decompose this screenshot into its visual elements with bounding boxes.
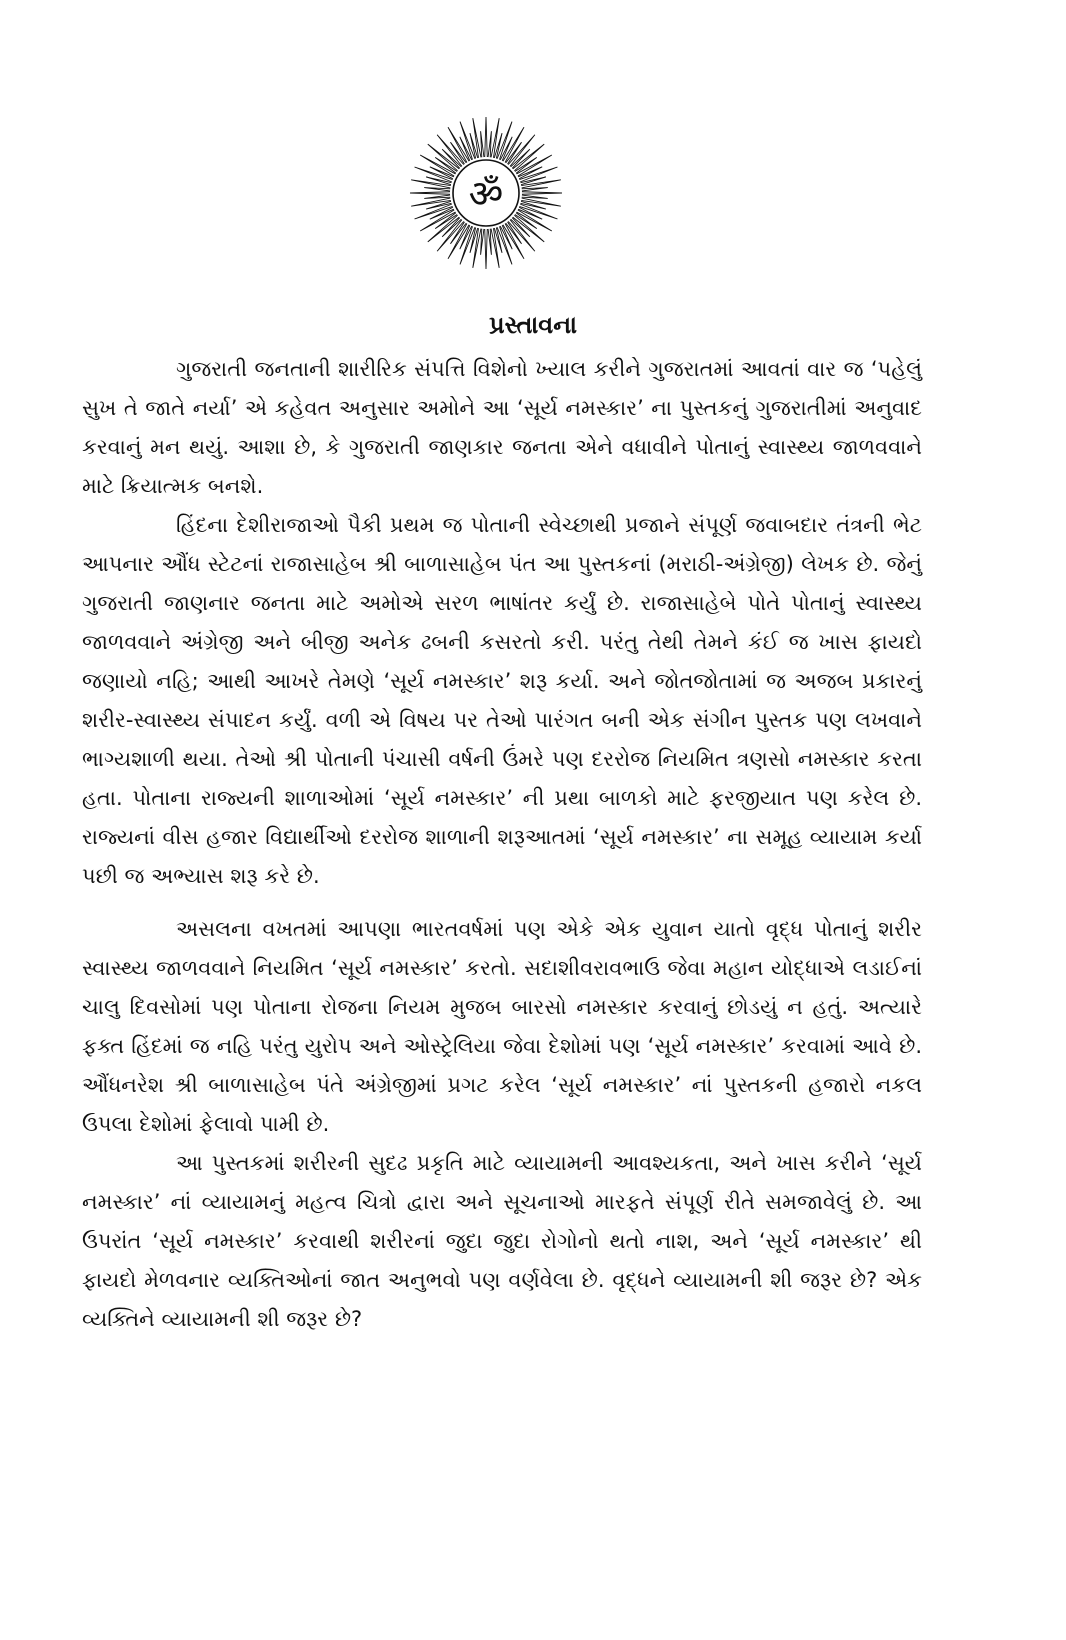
paragraph-4: આ પુસ્તકમાં શરીરની સુદઢ પ્રકૃતિ માટે વ્યાયામની આવશ્યકતા, અને ખાસ કરીને ‘સૂર્ય નમસ્કાર’ નાં વ્યાયામનું મહત્વ ચિત્રો દ્વારા અને સૂચનાઓ મારફતે સંપૂર્ણ રીતે સમજાવેલું છે. આ ઉપરાંત ‘સૂર્ય નમસ્કાર’ કરવાથી શરીરનાં જુદા જુદા રોગોનો થતો નાશ, અને ‘સૂર્ય નમસ્કાર’ થી ફાયદો મેળવનાર વ્યક્તિઓનાં જાત અનુભવો પણ વર્ણવેલા છે. વૃદ્ધને વ્યાયામની શી જરૂર છે? એક વ્યક્તિને વ્યાયામની શી જરૂર છે? [82,1151,922,1331]
paragraph-1: ગુજરાતી જનતાની શારીરિક સંપત્તિ વિશેનો ખ્યાલ કરીને ગુજરાતમાં આવતાં વાર જ ‘પહેલું સુખ તે જાતે નર્યા’ એ કહેવત અનુસાર અમોને આ ‘સૂર્ય નમસ્કાર’ ના પુસ્તકનું ગુજરાતીમાં અનુવાદ કરવાનું મન થયું. આશા છે, કે ગુજરાતી જાણકાર જનતા એને વધાવીને પોતાનું સ્વાસ્થ્ય જાળવવાને માટે ક્રિયાત્મક બનશે. [82,357,922,498]
sun-ray [481,229,484,255]
sun-ray [424,188,450,191]
sun-ray [522,192,562,195]
sun-ray [485,229,488,269]
sun-ray [424,195,450,198]
sun-ray [488,229,491,255]
om-sunburst-icon [408,115,564,271]
sun-ray [488,131,491,157]
sun-ray [481,131,484,157]
sun-ray [522,195,548,198]
sunburst-graphic [408,115,564,271]
sun-ray [485,117,488,157]
sun-ray [410,192,450,195]
sun-ray [522,188,548,191]
preface-body [82,350,922,1339]
om-symbol: ॐ [468,172,504,216]
paragraph-2: હિંદના દેશીરાજાઓ પૈકી પ્રથમ જ પોતાની સ્વેચ્છાથી પ્રજાને સંપૂર્ણ જવાબદાર તંત્રની ભેટ આપનાર ઔંધ સ્ટેટનાં રાજાસાહેબ શ્રી બાળાસાહેબ પંત આ પુસ્તકનાં (મરાઠી-અંગ્રેજી) લેખક છે. જેનું ગુજરાતી જાણનાર જનતા માટે અમોએ સરળ ભાષાંતર કર્યું છે. રાજાસાહેબે પોતે પોતાનું સ્વાસ્થ્ય જાળવવાને અંગ્રેજી અને બીજી અનેક ઢબની કસરતો કરી. પરંતુ તેથી તેમને કંઈ જ ખાસ ફાયદો જણાયો નહિ; આથી આખરે તેમણે ‘સૂર્ય નમસ્કાર’ શરૂ કર્યા. અને જોતજોતામાં જ અજબ પ્રકારનું શરીર-સ્વાસ્થ્ય સંપાદન કર્યું. વળી એ વિષય પર તેઓ પારંગત બની એક સંગીન પુસ્તક પણ લખવાને ભાગ્યશાળી થયા. તેઓ શ્રી પોતાની પંચાસી વર્ષની ઉંમરે પણ દરરોજ નિયમિત ત્રણસો નમસ્કાર કરતા હતા. પોતાના રાજ્યની શાળાઓમાં ‘સૂર્ય નમસ્કાર’ ની પ્રથા બાળકો માટે ફરજીયાત પણ કરેલ છે. રાજ્યનાં વીસ હજાર વિદ્યાર્થીઓ દરરોજ શાળાની શરૂઆતમાં ‘સૂર્ય નમસ્કાર’ ના સમૂહ વ્યાયામ કર્યા પછી જ અભ્યાસ શરૂ કરે છે. [82,513,922,888]
page-title: પ્રસ્તાવના [489,311,577,339]
paragraph-3: અસલના વખતમાં આપણા ભારતવર્ષમાં પણ એકે એક યુવાન યાતો વૃદ્ધ પોતાનું શરીર સ્વાસ્થ્ય જાળવવાને નિયમિત ‘સૂર્ય નમસ્કાર’ કરતો. સદાશીવરાવભાઉ જેવા મહાન યોદ્ધાએ લડાઈનાં ચાલુ દિવસોમાં પણ પોતાના રોજના નિયમ મુજબ બારસો નમસ્કાર કરવાનું છોડયું ન હતું. અત્યારે ફક્ત હિંદમાં જ નહિ પરંતુ યુરોપ અને ઓસ્ટ્રેલિયા જેવા દેશોમાં પણ ‘સૂર્ય નમસ્કાર’ કરવામાં આવે છે. ઔંધનરેશ શ્રી બાળાસાહેબ પંતે અંગ્રેજીમાં પ્રગટ કરેલ ‘સૂર્ય નમસ્કાર’ નાં પુસ્તકની હજારો નકલ ઉપલા દેશોમાં ફેલાવો પામી છે. [82,917,922,1136]
